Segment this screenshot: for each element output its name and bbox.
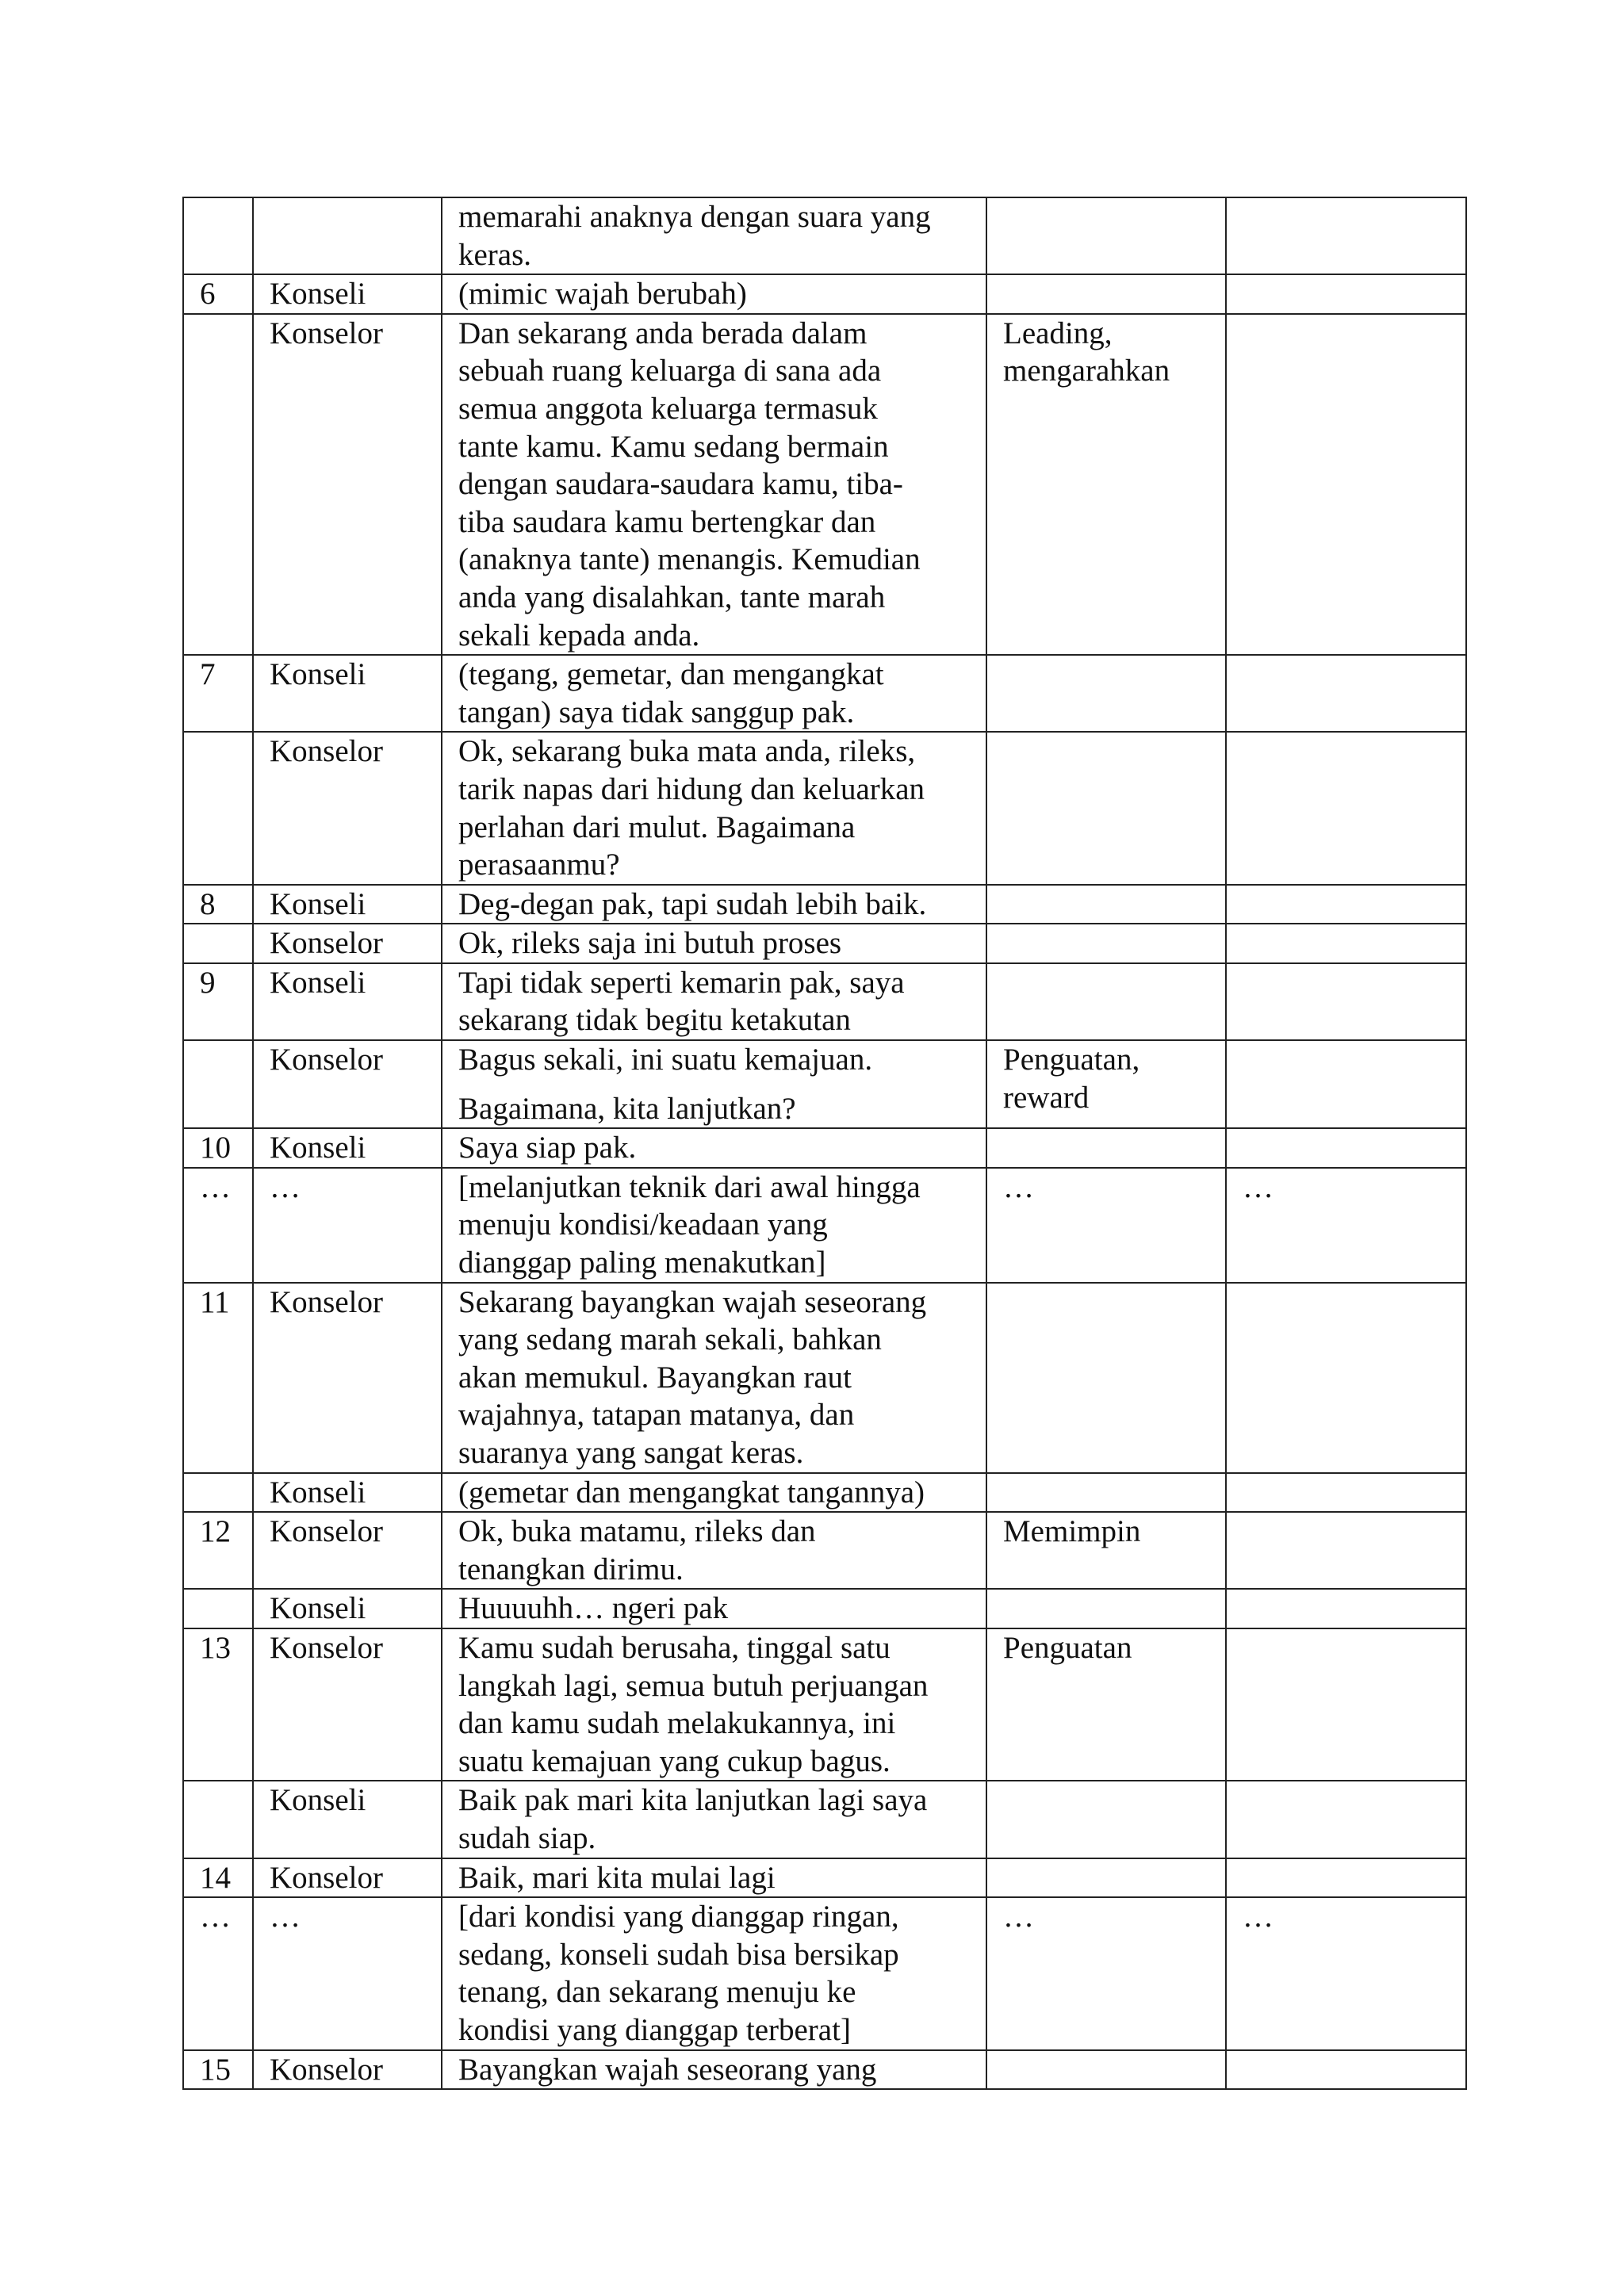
dialog-cell: Baik, mari kita mulai lagi [442,1858,986,1898]
table-row [183,1512,1466,1589]
row-number [183,924,253,963]
dialog-cell [442,1040,986,1128]
technique-cell [986,274,1226,314]
table-row [183,1781,1466,1858]
speaker-cell: … [253,1168,442,1283]
speaker-cell: Konseli [253,1781,442,1858]
row-number [183,1589,253,1628]
note-cell [1226,1512,1466,1589]
table-row [183,314,1466,655]
speaker-cell: Konselor [253,1628,442,1781]
technique-cell [986,1473,1226,1513]
speaker-cell: Konseli [253,1128,442,1168]
note-cell [1226,1781,1466,1858]
technique-cell: Memimpin [986,1512,1226,1589]
dialog-cell: (mimic wajah berubah) [442,274,986,314]
dialog-cell: Bayangkan wajah seseorang yang [442,2050,986,2090]
speaker-cell: Konseli [253,963,442,1040]
dialog-cell: (gemetar dan mengangkat tangannya) [442,1473,986,1513]
table-row [183,1628,1466,1781]
table-row [183,1897,1466,2049]
note-cell [1226,1473,1466,1513]
technique-cell [986,885,1226,924]
speaker-cell: Konselor [253,314,442,655]
speaker-cell: Konselor [253,1040,442,1128]
table-row [183,963,1466,1040]
technique-cell [986,1128,1226,1168]
technique-cell: Penguatan [986,1628,1226,1781]
speaker-cell: Konseli [253,1589,442,1628]
table-row [183,274,1466,314]
technique-cell [986,1858,1226,1898]
technique-cell [986,1589,1226,1628]
note-cell [1226,2050,1466,2090]
row-number: 6 [183,274,253,314]
note-cell [1226,1589,1466,1628]
dialog-cell: memarahi anaknya dengan suara yang keras. [442,197,986,274]
row-number [183,1473,253,1513]
speaker-cell: Konselor [253,1283,442,1473]
row-number: 10 [183,1128,253,1168]
note-cell [1226,1858,1466,1898]
row-number [183,732,253,884]
row-number [183,314,253,655]
table-row [183,2050,1466,2090]
dialog-cell: Tapi tidak seperti kemarin pak, saya sekarang tidak begitu ketakutan [442,963,986,1040]
technique-cell [986,963,1226,1040]
row-number: 15 [183,2050,253,2090]
table-row [183,732,1466,884]
dialog-cell: Huuuuhh… ngeri pak [442,1589,986,1628]
row-number: 14 [183,1858,253,1898]
technique-cell [986,655,1226,732]
speaker-cell: Konseli [253,1473,442,1513]
speaker-cell: Konselor [253,1858,442,1898]
note-cell [1226,885,1466,924]
table-row [183,197,1466,274]
dialog-cell: Ok, sekarang buka mata anda, rileks, tarik napas dari hidung dan keluarkan perlahan dari mulut. Bagaimana perasaanmu? [442,732,986,884]
speaker-cell: Konseli [253,274,442,314]
table-row [183,1128,1466,1168]
technique-cell [986,197,1226,274]
table-row [183,1858,1466,1898]
row-number: 9 [183,963,253,1040]
dialog-cell: [melanjutkan teknik dari awal hingga menuju kondisi/keadaan yang dianggap paling menakutkan] [442,1168,986,1283]
note-cell [1226,197,1466,274]
note-cell [1226,732,1466,884]
table-row [183,655,1466,732]
dialog-cell: [dari kondisi yang dianggap ringan, sedang, konseli sudah bisa bersikap tenang, dan sekarang menuju ke kondisi yang dianggap terberat] [442,1897,986,2049]
row-number: 8 [183,885,253,924]
dialog-cell: Deg-degan pak, tapi sudah lebih baik. [442,885,986,924]
note-cell [1226,1128,1466,1168]
row-number: … [183,1168,253,1283]
counseling-transcript-table [182,197,1467,2090]
row-number: 12 [183,1512,253,1589]
table-row [183,1473,1466,1513]
dialog-cell: Kamu sudah berusaha, tinggal satu langkah lagi, semua butuh perjuangan dan kamu sudah melakukannya, ini suatu kemajuan yang cukup bagus. [442,1628,986,1781]
table-row [183,1589,1466,1628]
dialog-line: Bagaimana, kita lanjutkan? [458,1091,796,1126]
speaker-cell: Konselor [253,1512,442,1589]
dialog-cell: Ok, rileks saja ini butuh proses [442,924,986,963]
table-row [183,924,1466,963]
speaker-cell: Konselor [253,732,442,884]
note-cell [1226,1040,1466,1128]
note-cell: … [1226,1168,1466,1283]
note-cell: … [1226,1897,1466,2049]
table-row [183,1283,1466,1473]
dialog-cell: Ok, buka matamu, rileks dan tenangkan dirimu. [442,1512,986,1589]
speaker-cell: Konseli [253,655,442,732]
row-number: 7 [183,655,253,732]
table-row [183,1168,1466,1283]
row-number: … [183,1897,253,2049]
note-cell [1226,924,1466,963]
row-number [183,1040,253,1128]
note-cell [1226,655,1466,732]
row-number: 11 [183,1283,253,1473]
note-cell [1226,274,1466,314]
dialog-cell: Saya siap pak. [442,1128,986,1168]
speaker-cell: Konselor [253,924,442,963]
note-cell [1226,1283,1466,1473]
table-row [183,1040,1466,1128]
technique-cell: Penguatan, reward [986,1040,1226,1128]
technique-cell [986,1283,1226,1473]
dialog-cell: Baik pak mari kita lanjutkan lagi saya sudah siap. [442,1781,986,1858]
technique-cell [986,2050,1226,2090]
technique-cell: … [986,1897,1226,2049]
table-row [183,885,1466,924]
speaker-cell: Konseli [253,885,442,924]
dialog-cell: Dan sekarang anda berada dalam sebuah ruang keluarga di sana ada semua anggota keluarga termasuk tante kamu. Kamu sedang bermain dengan saudara-saudara kamu, tiba- tiba saudara kamu bertengkar dan (anaknya tante) menangis. Kemudian anda yang disalahkan, tante marah sekali kepada anda. [442,314,986,655]
note-cell [1226,314,1466,655]
row-number [183,1781,253,1858]
row-number: 13 [183,1628,253,1781]
technique-cell: Leading, mengarahkan [986,314,1226,655]
technique-cell [986,924,1226,963]
technique-cell [986,732,1226,884]
speaker-cell: … [253,1897,442,2049]
technique-cell: … [986,1168,1226,1283]
speaker-cell [253,197,442,274]
row-number [183,197,253,274]
dialog-cell: (tegang, gemetar, dan mengangkat tangan) saya tidak sanggup pak. [442,655,986,732]
note-cell [1226,963,1466,1040]
dialog-cell: Sekarang bayangkan wajah seseorang yang sedang marah sekali, bahkan akan memukul. Bayangkan raut wajahnya, tatapan matanya, dan suaranya yang sangat keras. [442,1283,986,1473]
dialog-line: Bagus sekali, ini suatu kemajuan. [458,1043,873,1077]
note-cell [1226,1628,1466,1781]
technique-cell [986,1781,1226,1858]
speaker-cell: Konselor [253,2050,442,2090]
